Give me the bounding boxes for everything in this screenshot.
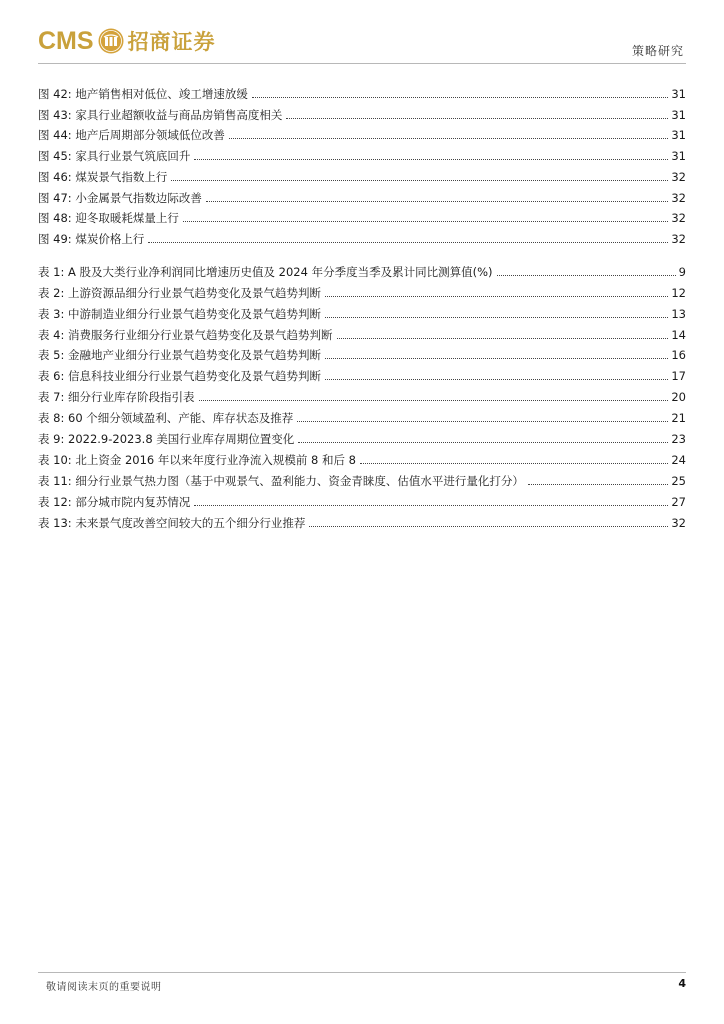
figure-index-entry[interactable] [38, 142, 686, 163]
dot-leader [298, 442, 668, 443]
figure-index-entry-page-number: 32 [671, 190, 686, 205]
table-index-entry-label: 表 13: 未来景气度改善空间较大的五个细分行业推荐 [38, 515, 306, 530]
figure-index-entry-page-number: 32 [671, 169, 686, 184]
section-label: 策略研究 [631, 44, 684, 58]
dot-leader [297, 421, 668, 422]
dot-leader [337, 338, 669, 339]
table-index-entry-label: 表 1: A 股及大类行业净利润同比增速历史值及 2024 年分季度当季及累计同比测算值(%) [38, 264, 493, 279]
table-index-entry-label: 表 7: 细分行业库存阶段指引表 [38, 390, 195, 405]
figure-index-entry-label: 图 42: 地产销售相对低位、竣工增速放缓 [38, 86, 248, 101]
table-index-entry-page-number: 12 [671, 285, 686, 300]
table-index-entry-label: 表 2: 上游资源品细分行业景气趋势变化及景气趋势判断 [38, 285, 321, 300]
table-index-entry[interactable] [38, 279, 686, 300]
dot-leader [252, 97, 669, 98]
footer-disclaimer-note: 敬请阅读末页的重要说明 [46, 982, 162, 993]
dot-leader [497, 275, 676, 276]
table-index-entry-page-number: 25 [671, 473, 686, 488]
table-index-entry-page-number: 21 [671, 411, 686, 426]
dot-leader [286, 118, 668, 119]
table-index-entry[interactable] [38, 425, 686, 446]
dot-leader [360, 463, 668, 464]
table-index-entry-page-number: 9 [678, 264, 686, 279]
figure-index-entry-page-number: 32 [671, 232, 686, 246]
table-index-entry-page-number: 16 [671, 348, 686, 363]
figure-index-entry-page-number: 31 [671, 107, 686, 122]
table-index-entry[interactable] [38, 383, 686, 404]
dot-leader [183, 221, 669, 222]
dot-leader [325, 358, 668, 359]
table-index-entry-page-number: 32 [671, 515, 686, 530]
figure-index-entry-label: 图 46: 煤炭景气指数上行 [38, 169, 168, 184]
table-index-entry[interactable] [38, 488, 686, 509]
table-index-entry[interactable] [38, 321, 686, 342]
logo-cms-text: CMS [38, 26, 94, 55]
table-index-entry[interactable] [38, 258, 686, 279]
table-index-entry-page-number: 23 [671, 432, 686, 447]
table-index-entry-label: 表 11: 细分行业景气热力图（基于中观景气、盈利能力、资金青睐度、估值水平进行量化打分） [38, 473, 524, 488]
table-index-entry-label: 表 6: 信息科技业细分行业景气趋势变化及景气趋势判断 [38, 369, 321, 384]
figure-index-entry[interactable] [38, 122, 686, 143]
table-index-entry-page-number: 17 [671, 369, 686, 384]
figure-index-entry[interactable] [38, 184, 686, 205]
dot-leader [206, 201, 669, 202]
table-index-entry[interactable] [38, 446, 686, 467]
table-index-entry[interactable] [38, 300, 686, 321]
table-index-entry[interactable] [38, 342, 686, 363]
table-index-entry-label: 表 5: 金融地产业细分行业景气趋势变化及景气趋势判断 [38, 348, 321, 363]
figure-index-entry-page-number: 31 [671, 149, 686, 163]
table-index-list [38, 258, 686, 530]
dot-leader [194, 505, 668, 506]
figure-index-entry-label: 图 43: 家具行业超额收益与商品房销售高度相关 [38, 107, 283, 122]
dot-leader [309, 526, 668, 527]
figure-index-entry-label: 图 44: 地产后周期部分领域低位改善 [38, 128, 225, 143]
table-index-entry-label: 表 9: 2022.9-2023.8 美国行业库存周期位置变化 [38, 432, 295, 447]
figure-index-entry[interactable] [38, 225, 686, 246]
table-index-entry-page-number: 13 [671, 306, 686, 321]
dot-leader [325, 317, 668, 318]
logo-chinese-name: 招商证券 [127, 30, 216, 54]
figure-index-entry-page-number: 32 [671, 211, 686, 226]
company-logo [38, 26, 216, 56]
footer-divider [38, 972, 686, 973]
dot-leader [148, 242, 668, 243]
figure-index-entry[interactable] [38, 163, 686, 184]
figure-index-entry[interactable] [38, 101, 686, 122]
dot-leader [171, 180, 668, 181]
table-index-entry[interactable] [38, 467, 686, 488]
page-number: 4 [678, 977, 686, 990]
table-index-entry-page-number: 24 [671, 452, 686, 467]
dot-leader [325, 379, 668, 380]
dot-leader [199, 400, 669, 401]
dot-leader [325, 296, 668, 297]
figure-index-entry-label: 图 49: 煤炭价格上行 [38, 232, 145, 246]
table-index-entry[interactable] [38, 509, 686, 530]
figure-index-entry-label: 图 47: 小金属景气指数边际改善 [38, 190, 202, 205]
dot-leader [229, 138, 669, 139]
table-index-entry-label: 表 4: 消费服务行业细分行业景气趋势变化及景气趋势判断 [38, 327, 333, 342]
table-index-entry-page-number: 14 [671, 327, 686, 342]
table-index-entry-label: 表 3: 中游制造业细分行业景气趋势变化及景气趋势判断 [38, 306, 321, 321]
logo-mark-icon [98, 28, 124, 54]
figure-index-entry-page-number: 31 [671, 128, 686, 143]
dot-leader [528, 484, 669, 485]
table-index-entry-label: 表 8: 60 个细分领域盈利、产能、库存状态及推荐 [38, 411, 294, 426]
table-index-entry-page-number: 27 [671, 494, 686, 509]
dot-leader [194, 159, 668, 160]
figure-index-entry-label: 图 45: 家具行业景气筑底回升 [38, 149, 191, 163]
figure-index-entry-page-number: 31 [671, 86, 686, 101]
table-index-entry-page-number: 20 [671, 390, 686, 405]
header-divider [38, 63, 686, 64]
table-index-entry[interactable] [38, 404, 686, 425]
figure-index-entry-label: 图 48: 迎冬取暖耗煤量上行 [38, 211, 179, 226]
figure-index-entry[interactable] [38, 205, 686, 226]
figure-index-list [38, 80, 686, 246]
figure-index-entry[interactable] [38, 80, 686, 101]
page-header [38, 22, 686, 62]
table-index-entry-label: 表 10: 北上资金 2016 年以来年度行业净流入规模前 8 和后 8 [38, 452, 356, 467]
table-index-entry[interactable] [38, 362, 686, 383]
table-index-entry-label: 表 12: 部分城市院内复苏情况 [38, 494, 191, 509]
